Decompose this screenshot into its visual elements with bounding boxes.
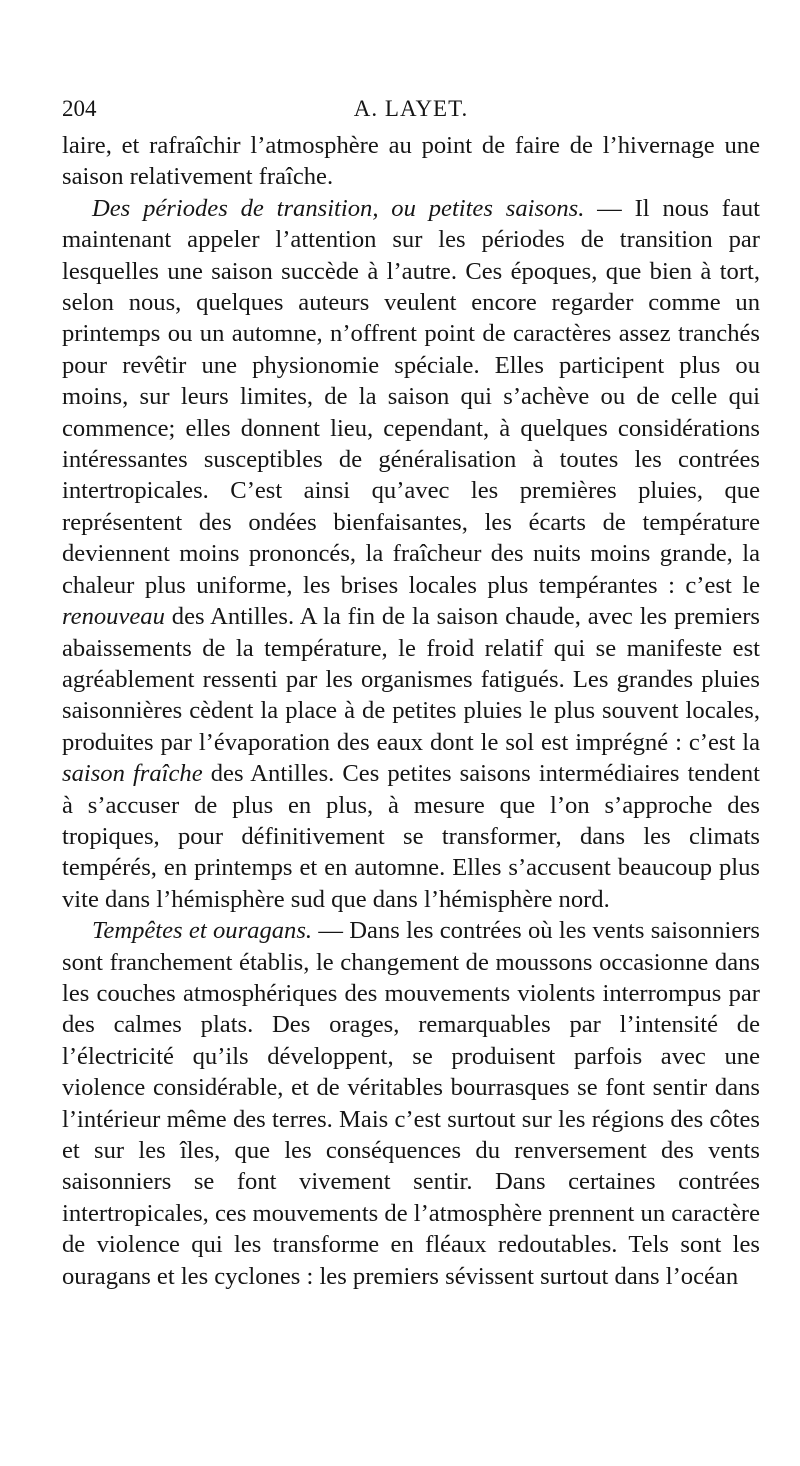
paragraph-text: des Antilles. Ces petites saisons intermédiaires tendent à s’accuser de plus en plus, à mesure que l’on s’approche des tropiques, pour définitivement se transformer, dans les climats tempérés, en printemps et en automne. Elles s’accusent beaucoup plus vite dans l’hémisphère sud que dans l’hémisphère nord. — [62, 760, 760, 913]
paragraph-transition-periods — [62, 193, 760, 915]
page-header — [62, 96, 760, 130]
paragraph-text: des Antilles. A la fin de la saison chaude, avec les premiers abaissements de la température, le froid relatif qui se manifeste est agréablement ressenti par les organismes fatigués. Les grandes pluies saisonnières cèdent la place à de petites pluies le plus souvent locales, produites par l’évaporation des eaux dont le sol est imprégné : c’est la — [62, 603, 760, 756]
paragraph-text: — Il nous faut maintenant appeler l’attention sur les périodes de transition par lesquelles une saison succède à l’autre. Ces époques, que bien à tort, selon nous, quelques auteurs veulent encore regarder comme un printemps ou un automne, n’offrent point de caractères assez tranchés pour revêtir une physionomie spéciale. Elles participent plus ou moins, sur leurs limites, de la saison qui s’achève ou de celle qui commence; elles donnent lieu, cependant, à quelques considérations intéressantes susceptibles de généralisation à toutes les contrées intertropicales. C’est ainsi qu’avec les premières pluies, que représentent des ondées bienfaisantes, les écarts de température deviennent moins prononcés, la fraîcheur des nuits moins grande, la chaleur plus uniforme, les brises locales plus tempérantes : c’est le — [62, 194, 760, 599]
paragraph-continuation: laire, et rafraîchir l’atmosphère au point de faire de l’hivernage une saison relativement fraîche. — [62, 132, 760, 191]
body-text — [62, 130, 760, 1292]
italic-term-saison-fraiche: saison fraîche — [62, 760, 203, 788]
section-heading-transition: Des périodes de transition, ou petites saisons. — [92, 194, 585, 222]
section-heading-storms: Tempêtes et ouragans. — [92, 917, 313, 945]
page-number: 204 — [62, 96, 97, 121]
running-head: A. LAYET. — [353, 96, 469, 121]
italic-term-renouveau: renouveau — [62, 603, 165, 631]
paragraph-storms — [62, 915, 760, 1292]
paragraph-text: — Dans les contrées où les vents saisonniers sont franchement établis, le changement de moussons occasionne dans les couches atmosphériques des mouvements violents interrompus par des calmes plats. Des orages, remarquables par l’intensité de l’électricité qu’ils développent, se produisent parfois avec une violence considérable, et de véritables bourrasques se font sentir dans l’intérieur même des terres. Mais c’est surtout sur les régions des côtes et sur les îles, que les conséquences du renversement des vents saisonniers se font vivement sentir. Dans certaines contrées intertropicales, ces mouvements de l’atmosphère prennent un caractère de violence qui les transforme en fléaux redoutables. Tels sont les ouragans et les cyclones : les premiers sévissent surtout dans l’océan — [62, 917, 760, 1290]
